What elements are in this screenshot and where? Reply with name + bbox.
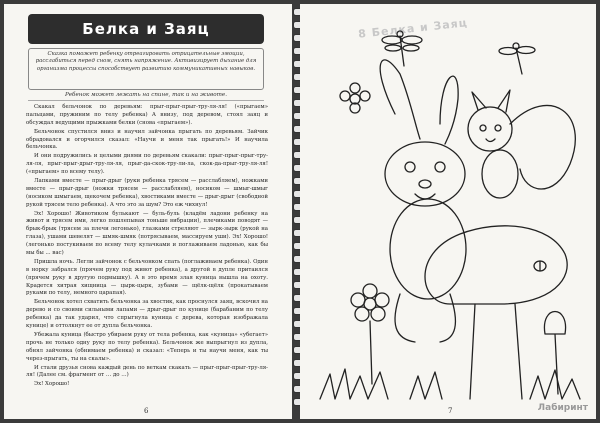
pose-note: Ребенок может лежать на спине, так и на животе. [28, 92, 264, 101]
paragraph: Эх! Хорошо! Животиком булькают — буль-буль (кладём ладони ребенку на живот и трясем ими, легко пошлепывая тоньше вибрации), плечиками поводят — брык-брык (трясем за плечи легонько), глазками стреляют — зырк-зырк (рукой на глаза), ушами шевелят — шмяк-шмяк (потрясываем, массируем уши). Эх! Хорошо! (легонько постукиваем по всему телу кулачками и поглаживаем ладонью, как бы мы бы ... вас) [26, 210, 268, 257]
grass [320, 369, 580, 399]
flower-icon [351, 284, 389, 384]
hare-head [385, 142, 465, 206]
paragraph: И они подружились и целыми днями по деревьям скакали: прыг-прыг-прыг-тру-ля-ля, прыг-прыг-дрыг-тру-ля-ля, прыг-да-скок-тру-ли-ла, скок-да-прыг-тру-ля-ля! («прыгаем» по всему телу). [26, 153, 268, 176]
paragraph: Бельчонок хотел схватить бельчонка за хвостик, как проснулся заяц, вскочил на дерево и со своими сильными лапами — дрыг-дрыг по кунице (барабаним по телу ребенка) да так ударил, что спрыгнула куница с дерева, которая изображала кунице) и оттолкнут ее от дупла бельчонка. [26, 299, 268, 330]
page-number-left: 6 [144, 407, 149, 415]
paragraph: Бельчонок спустился вниз и научил зайчонка прыгать по деревьям. Зайчик обрадовался и огорчился сказал: «Научи и меня так прыгать!» И научила бельчонка. [26, 128, 268, 151]
publisher-logo: Лабиринт [537, 403, 588, 413]
paragraph: Эх! Хорошо! [34, 381, 70, 388]
faded-title: 8 Белка и Заяц [357, 16, 469, 41]
hare-ears [380, 60, 458, 144]
paragraph: И стали друзья снова каждый день по веткам скакать — прыг-прыг-прыг-тру-ля-ля! (Далее см. фрагмент от … до …) [26, 364, 268, 379]
squirrel-tail [510, 105, 575, 189]
dragonfly-icon [499, 43, 535, 74]
page-number-right: 7 [448, 407, 453, 415]
paragraph: Убежала куница (быстро убираем руку от тела ребенка, как «куница» «убегает» прочь не только одну руку по телу ребенка). Бельчонок же выпрыгнул из дупла, обнял зайчонка (обнимаем ребенка) и сказал: «Теперь и ты научи меня, как ты через-прыгать, ты на скалы». [26, 331, 268, 362]
ladybug-icon [534, 261, 546, 271]
paragraph: Скакал бельчонок по деревьям: прыг-прыг-прыг-тру-ля-ля! («прыгаем» пальцами, пружиним по телу ребенка) А внизу, под деревом, стоял заяц и обсуждал ведущими прыжками белки (снова «прыгаем»). [26, 104, 268, 126]
coloring-illustration [300, 4, 596, 419]
story-text [26, 104, 268, 390]
paragraph: Лапками вместе — прыг-дрыг (руки ребенка трясем — расслабляем), ножками вместе — прыг-дрыг (ножки трясем — расслабляем), носиком — шмыг-шмыг (носиком шмыгаем, щекочем ребенка), хвостиками вместе — дрыг-дрыг (свободной рукой трясем тело ребенка). А что это за шум? Это еж чихнул! [26, 178, 268, 208]
squirrel-head [468, 107, 512, 151]
right-page [300, 4, 596, 419]
flower-icon [544, 312, 565, 395]
left-page [4, 4, 292, 419]
intro-box: Сказка поможет ребенку отреагировать отрицательные эмоции, расслабиться перед сном, снять напряжение. Активизирует дыхание для организма процессы способствует развитию коммуникативных навыков. [28, 48, 264, 90]
story-title: Белка и Заяц [28, 14, 264, 44]
flower-icon [340, 83, 370, 113]
paragraph: Пришла ночь. Легли зайчонок с бельчонком спать (поглаживаем ребенка). Один в норку забрался (прячем руку под живот ребенка), а другой в дупле притаился (прячем руку в другую подмышку). А в это время злая куница вышла на охоту. Крадется хитрая хищница — цырк-цырк, зубами — щёлк-щёлк (прокатываем руками по телу, немного царапая). [26, 258, 268, 297]
